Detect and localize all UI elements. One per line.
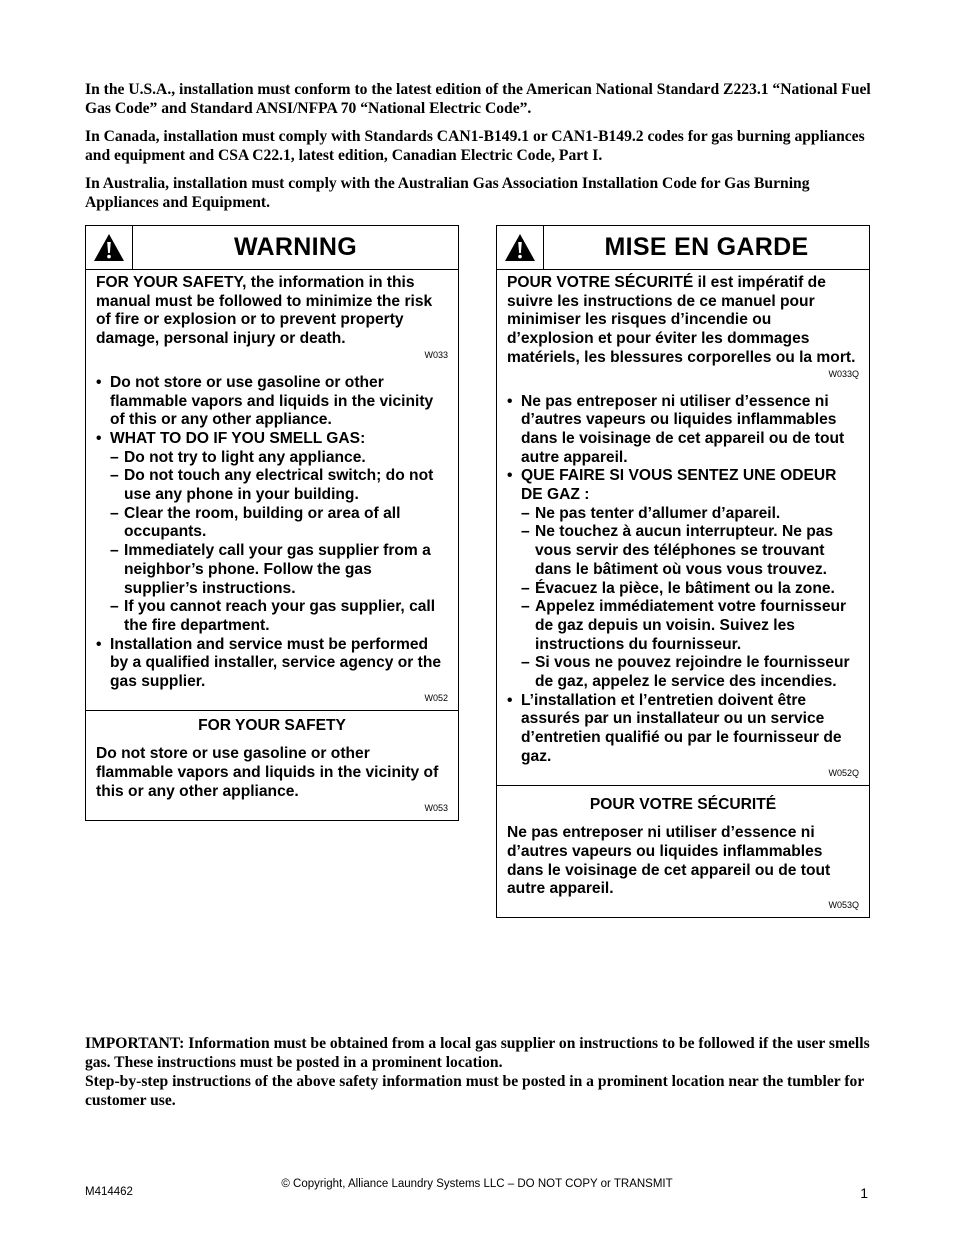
document-id: M414462: [85, 1186, 133, 1198]
bullet-ne-pas-entreposer: • Ne pas entreposer ni utiliser d’essence ni d’autres vapeurs ou liquides inflammables dans le voisinage de cet appareil ou de tout autre appareil.: [507, 393, 859, 468]
bullet-installation-fr: • L’installation et l’entretien doivent être assurés par un installateur ou un service d’entretien qualifié ou par le fournisseur de gaz.: [507, 692, 859, 767]
code-w033: W033: [424, 349, 448, 360]
safety-statement: FOR YOUR SAFETY, the information in this manual must be followed to minimize the risk of fire or explosion or to prevent property damage, personal injury or death.: [96, 274, 433, 348]
dash-etape-4: – Appelez immédiatement votre fournisseur de gaz depuis un voisin. Suivez les instructions du fournisseur.: [521, 598, 859, 654]
pour-votre-securite-text: Ne pas entreposer ni utiliser d’essence ni d’autres vapeurs ou liquides inflammables dans le voisinage de cet appareil ou de tout autre appareil.: [507, 824, 831, 898]
dash-step-2: – Do not touch any electrical switch; do not use any phone in your building.: [110, 467, 448, 504]
securite-statement: POUR VOTRE SÉCURITÉ il est impératif de suivre les instructions de ce manuel pour minimiser les risques d’incendie ou d’explosion et pour éviter les dommages matériels, les blessures corporelles ou la mort.: [507, 274, 856, 366]
important-text: IMPORTANT: Information must be obtained from a local gas supplier on instructions to be followed if the user smells gas. These instructions must be posted in a prominent location.: [85, 1035, 870, 1071]
warning-main-section: [86, 270, 458, 710]
dash-step-4: – Immediately call your gas supplier from a neighbor’s phone. Follow the gas supplier’s instructions.: [110, 542, 448, 598]
pour-votre-securite-section: [497, 785, 869, 918]
smell-gas-heading: WHAT TO DO IF YOU SMELL GAS:: [110, 429, 366, 447]
step-by-step-text: Step-by-step instructions of the above safety information must be posted in a prominent location near the tumbler for customer use.: [85, 1073, 864, 1109]
important-section: [85, 1034, 875, 1110]
code-w052q: W052Q: [828, 767, 859, 778]
intro-canada: In Canada, installation must comply with Standards CAN1-B149.1 or CAN1-B149.2 codes for gas burning appliances and equipment and CSA C22.1, latest edition, Canadian Electric Code, Part I.: [85, 128, 865, 164]
odeur-gaz-steps: [521, 505, 859, 692]
for-your-safety-text: Do not store or use gasoline or other flammable vapors and liquids in the vicinity of this or any other appliance.: [96, 745, 439, 800]
code-w053q: W053Q: [828, 900, 859, 911]
dash-step-1: – Do not try to light any appliance.: [110, 449, 448, 468]
code-w053: W053: [424, 802, 448, 813]
for-your-safety-heading: FOR YOUR SAFETY: [198, 716, 346, 734]
odeur-gaz-heading: QUE FAIRE SI VOUS SENTEZ UNE ODEUR DE GAZ :: [521, 467, 837, 504]
bullet-odeur-gaz: [507, 467, 859, 691]
dash-etape-3: – Évacuez la pièce, le bâtiment ou la zone.: [521, 580, 859, 599]
mise-en-garde-title: MISE EN GARDE: [604, 233, 809, 261]
mise-en-garde-header: [497, 226, 869, 270]
intro-section: [85, 80, 875, 221]
dash-step-5: – If you cannot reach your gas supplier, call the fire department.: [110, 598, 448, 635]
bullet-no-gasoline: • Do not store or use gasoline or other flammable vapors and liquids in the vicinity of this or any other appliance.: [96, 374, 448, 430]
mise-en-garde-main-section: [497, 270, 869, 785]
code-w033q: W033Q: [828, 368, 859, 379]
intro-usa: In the U.S.A., installation must conform to the latest edition of the American National Standard Z223.1 “National Fuel Gas Code” and Standard ANSI/NFPA 70 “National Electric Code”.: [85, 81, 871, 117]
bullet-installation: • Installation and service must be performed by a qualified installer, service agency or the gas supplier.: [96, 636, 448, 692]
page-number: 1: [860, 1185, 868, 1201]
warning-triangle-icon: [86, 226, 133, 269]
smell-gas-steps: [110, 449, 448, 636]
copyright-notice: © Copyright, Alliance Laundry Systems LLC – DO NOT COPY or TRANSMIT: [281, 1178, 673, 1190]
pour-votre-securite-heading: POUR VOTRE SÉCURITÉ: [589, 795, 777, 813]
dash-etape-1: – Ne pas tenter d’allumer d’apareil.: [521, 505, 859, 524]
warning-box-english: [85, 225, 459, 821]
mise-en-garde-bullets: [507, 393, 859, 767]
warning-triangle-icon: [497, 226, 544, 269]
warning-bullets: [96, 374, 448, 692]
intro-australia: In Australia, installation must comply with the Australian Gas Association Installation Code for Gas Burning Appliances and Equipment.: [85, 175, 810, 211]
warning-header: [86, 226, 458, 270]
dash-etape-5: – Si vous ne pouvez rejoindre le fournisseur de gaz, appelez le service des incendies.: [521, 654, 859, 691]
dash-etape-2: – Ne touchez à aucun interrupteur. Ne pas vous servir des téléphones se trouvant dans le bâtiment où vous vous trouvez.: [521, 523, 859, 579]
for-your-safety-section: [86, 710, 458, 820]
code-w052: W052: [424, 692, 448, 703]
dash-step-3: – Clear the room, building or area of all occupants.: [110, 505, 448, 542]
warning-title: WARNING: [234, 233, 357, 261]
bullet-smell-gas: [96, 430, 448, 636]
warning-box-french: [496, 225, 870, 918]
